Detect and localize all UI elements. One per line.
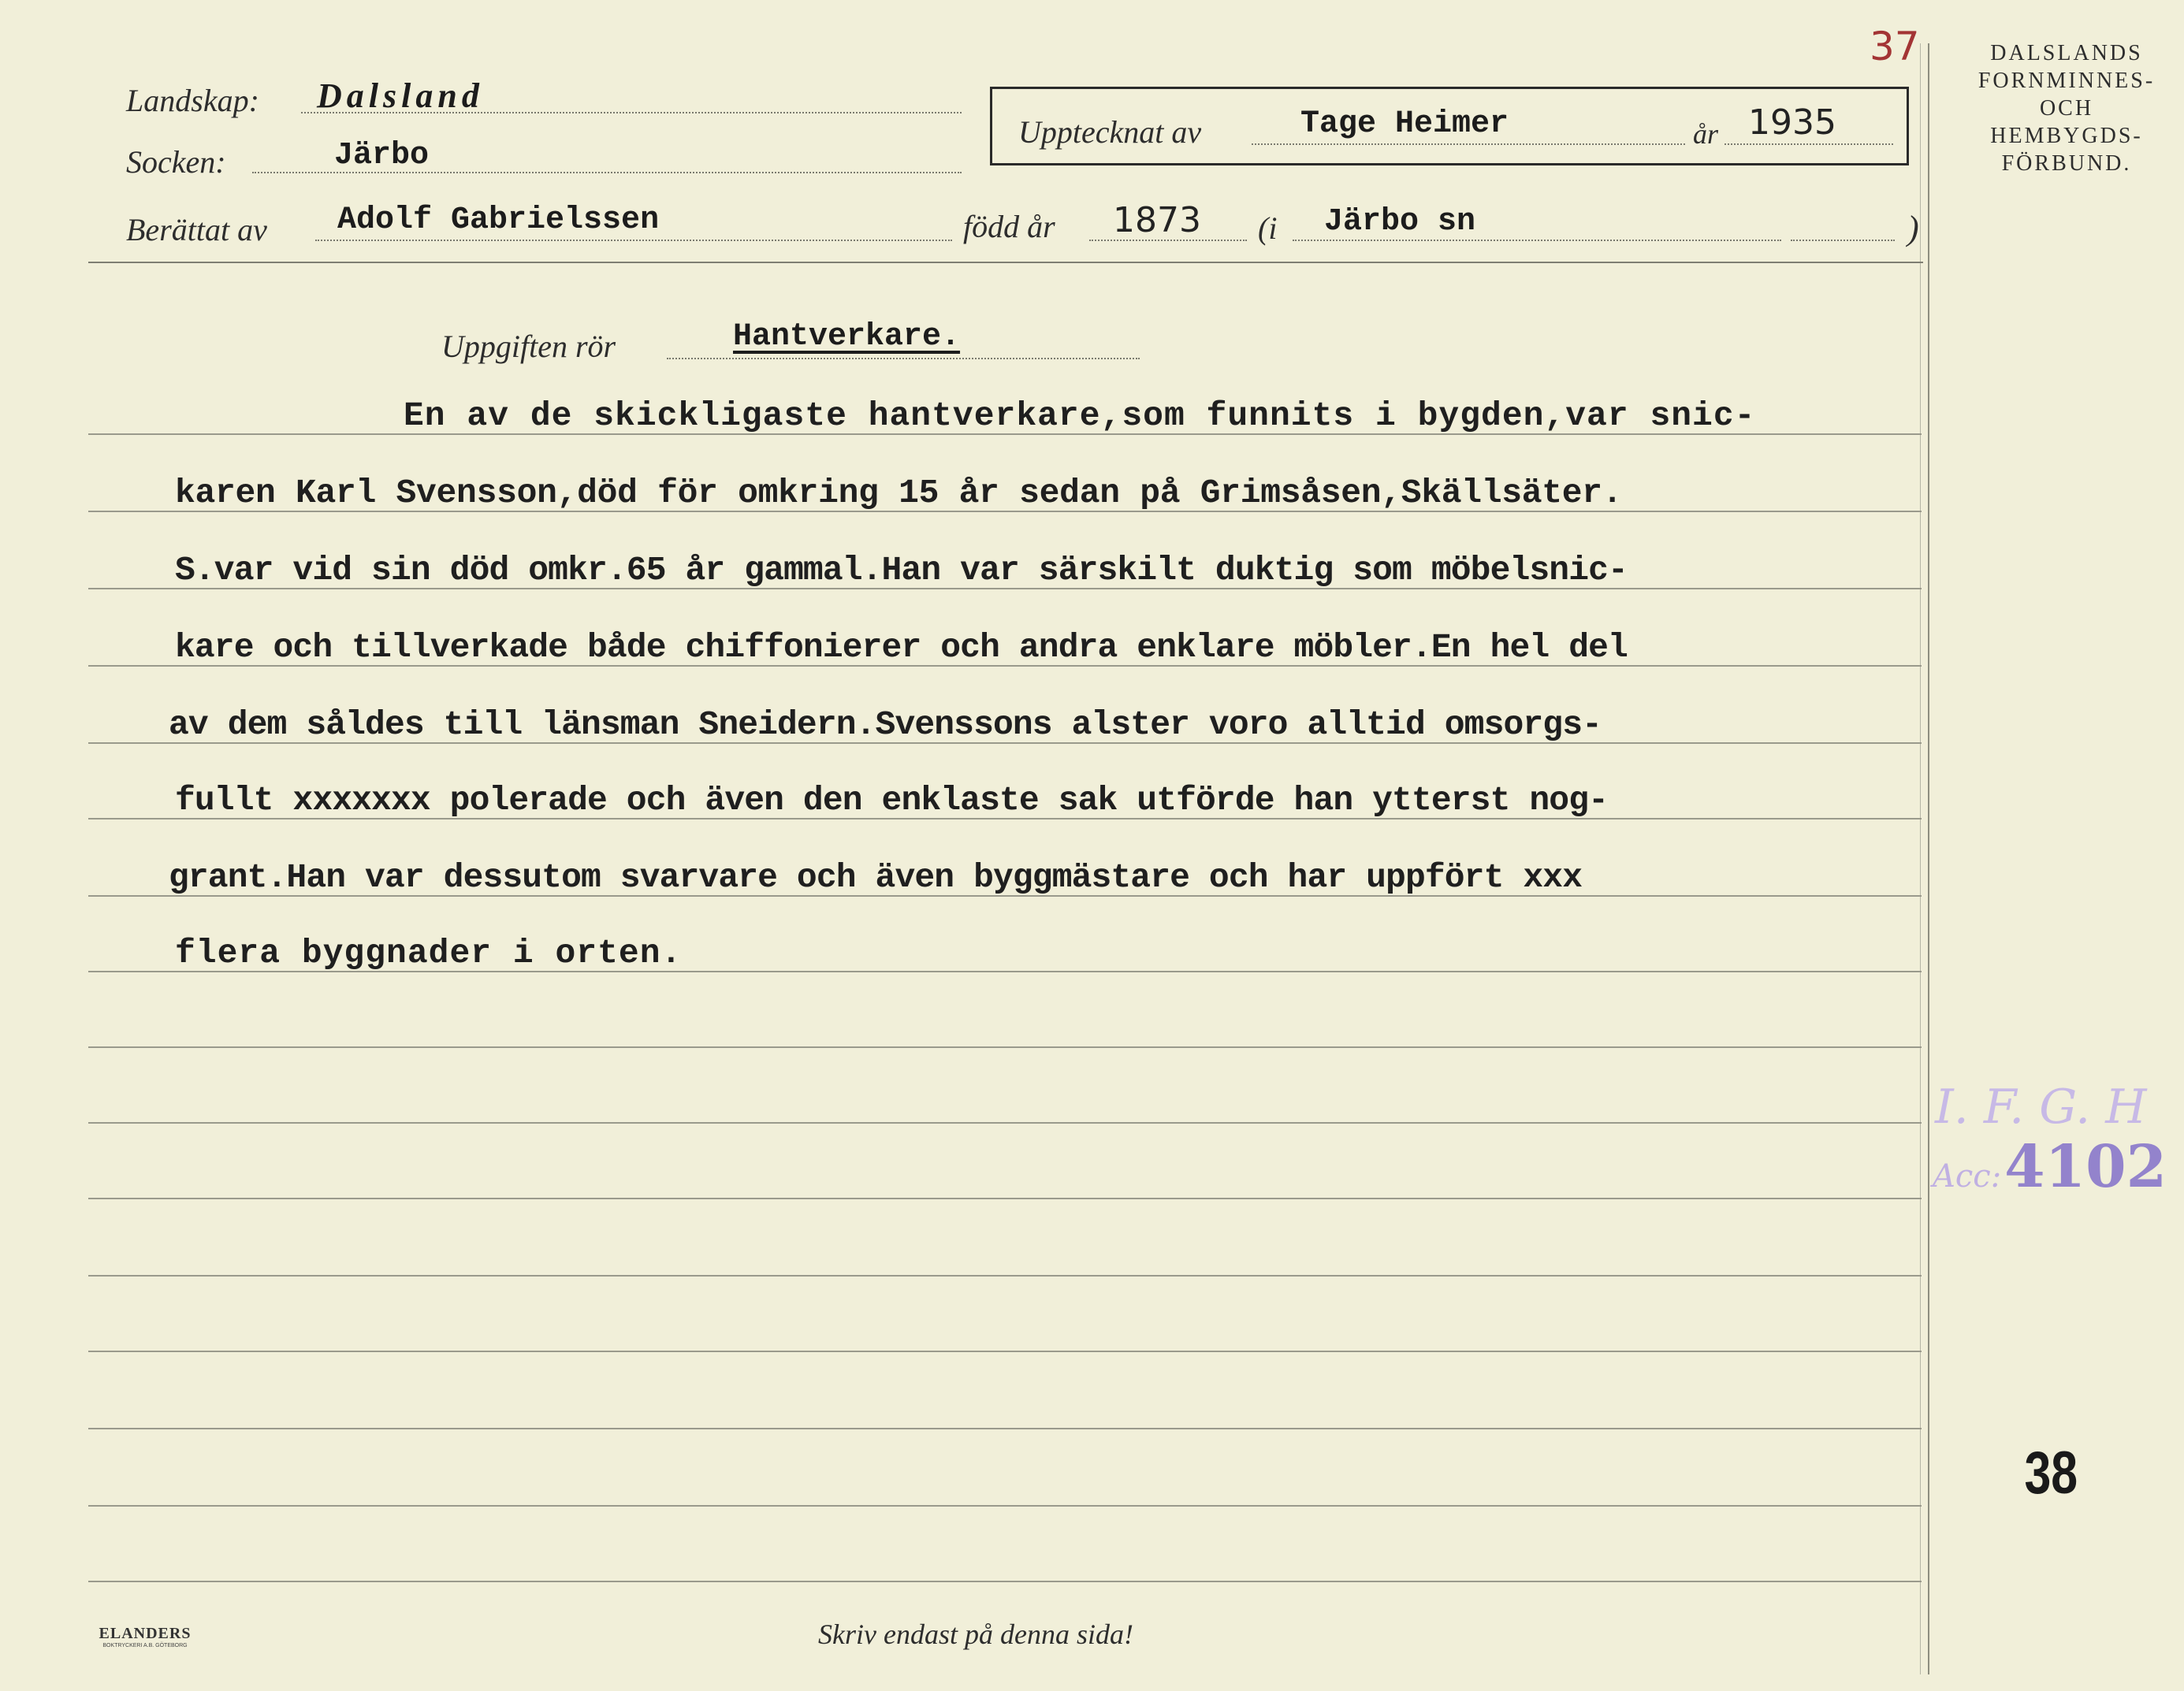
year-label: år: [1693, 118, 1719, 150]
place-label: (i: [1258, 210, 1278, 246]
born-label: född år: [963, 209, 1055, 244]
place-line-2: [1791, 240, 1895, 241]
narrator-line: [315, 240, 952, 241]
org-line-4: HEMBYGDS-: [1990, 124, 2143, 148]
column-divider-inner: [1920, 43, 1921, 1674]
archive-stamp-line2: [1933, 1133, 2167, 1201]
archive-stamp-number: 4102: [2004, 1133, 2167, 1201]
ruled-line: [88, 1581, 1922, 1582]
ruled-line: [88, 1351, 1922, 1352]
org-line-5: FÖRBUND.: [2001, 151, 2132, 176]
archive-stamp-prefix: Acc:: [1933, 1158, 2002, 1195]
body-line-3: S.var vid sin död omkr.65 år gammal.Han var särskilt duktig som möbelsnic-: [175, 551, 1628, 589]
close-paren: ): [1907, 209, 1919, 247]
body-line-7: grant.Han var dessutom svarvare och även byggmästare och har uppfört xxx: [169, 858, 1583, 897]
body-line-4: kare och tillverkade både chiffonierer och andra enklare möbler.En hel del: [175, 628, 1628, 667]
socken-label: Socken:: [126, 144, 226, 180]
page-number-top: 37: [1870, 24, 1920, 69]
org-line-3: OCH: [2039, 96, 2094, 121]
born-value: 1873: [1113, 200, 1201, 240]
recorder-label: Upptecknat av: [1018, 114, 1202, 150]
landskap-line: [301, 112, 962, 113]
ruled-line: [88, 1122, 1922, 1124]
year-value: 1935: [1748, 102, 1836, 143]
socken-line: [252, 172, 962, 173]
printer-sub: BOKTRYCKERI A.B. GÖTEBORG: [102, 1643, 188, 1648]
header-rule: [88, 262, 1923, 263]
body-line-8: flera byggnader i orten.: [175, 934, 683, 972]
landskap-label: Landskap:: [126, 83, 259, 118]
subject-label: Uppgiften rör: [441, 329, 616, 364]
footer-instruction: Skriv endast på denna sida!: [818, 1619, 1133, 1650]
column-divider: [1928, 43, 1929, 1674]
landskap-value: Dalsland: [317, 76, 484, 115]
recorder-value: Tage Heimer: [1300, 106, 1509, 142]
ruled-line: [88, 1046, 1922, 1048]
narrator-label: Berättat av: [126, 212, 267, 247]
org-line-2: FORNMINNES-: [1978, 69, 2156, 93]
narrator-value: Adolf Gabrielssen: [337, 203, 660, 238]
body-line-5: av dem såldes till länsman Sneidern.Svenssons alster voro alltid omsorgs-: [169, 705, 1602, 744]
place-line: [1293, 240, 1781, 241]
body-line-6: fullt xxxxxxx polerade och även den enklaste sak utförde han ytterst nog-: [175, 781, 1609, 819]
printer-mark: [82, 1625, 208, 1648]
body-line-2: karen Karl Svensson,död för omkring 15 år sedan på Grimsåsen,Skällsäter.: [175, 474, 1623, 512]
subject-value: Hantverkare.: [733, 319, 961, 355]
socken-value: Järbo: [334, 138, 430, 173]
archive-stamp-line1: I. F. G. H: [1935, 1080, 2147, 1135]
ruled-line: [88, 1275, 1922, 1277]
body-line-1: En av de skickligaste hantverkare,som funnits i bygden,var snic-: [404, 396, 1756, 435]
place-value: Järbo sn: [1324, 204, 1476, 240]
org-name: [1940, 39, 2184, 177]
printer-name: ELANDERS: [99, 1625, 192, 1642]
ruled-line: [88, 1505, 1922, 1507]
year-line: [1725, 143, 1893, 145]
ruled-line: [88, 1428, 1922, 1429]
subject-line: [667, 358, 1140, 359]
born-line: [1089, 240, 1247, 241]
ruled-line: [88, 1198, 1922, 1199]
card-number: 38: [2024, 1440, 2078, 1507]
org-line-1: DALSLANDS: [1990, 41, 2143, 65]
recorder-line: [1252, 143, 1685, 145]
